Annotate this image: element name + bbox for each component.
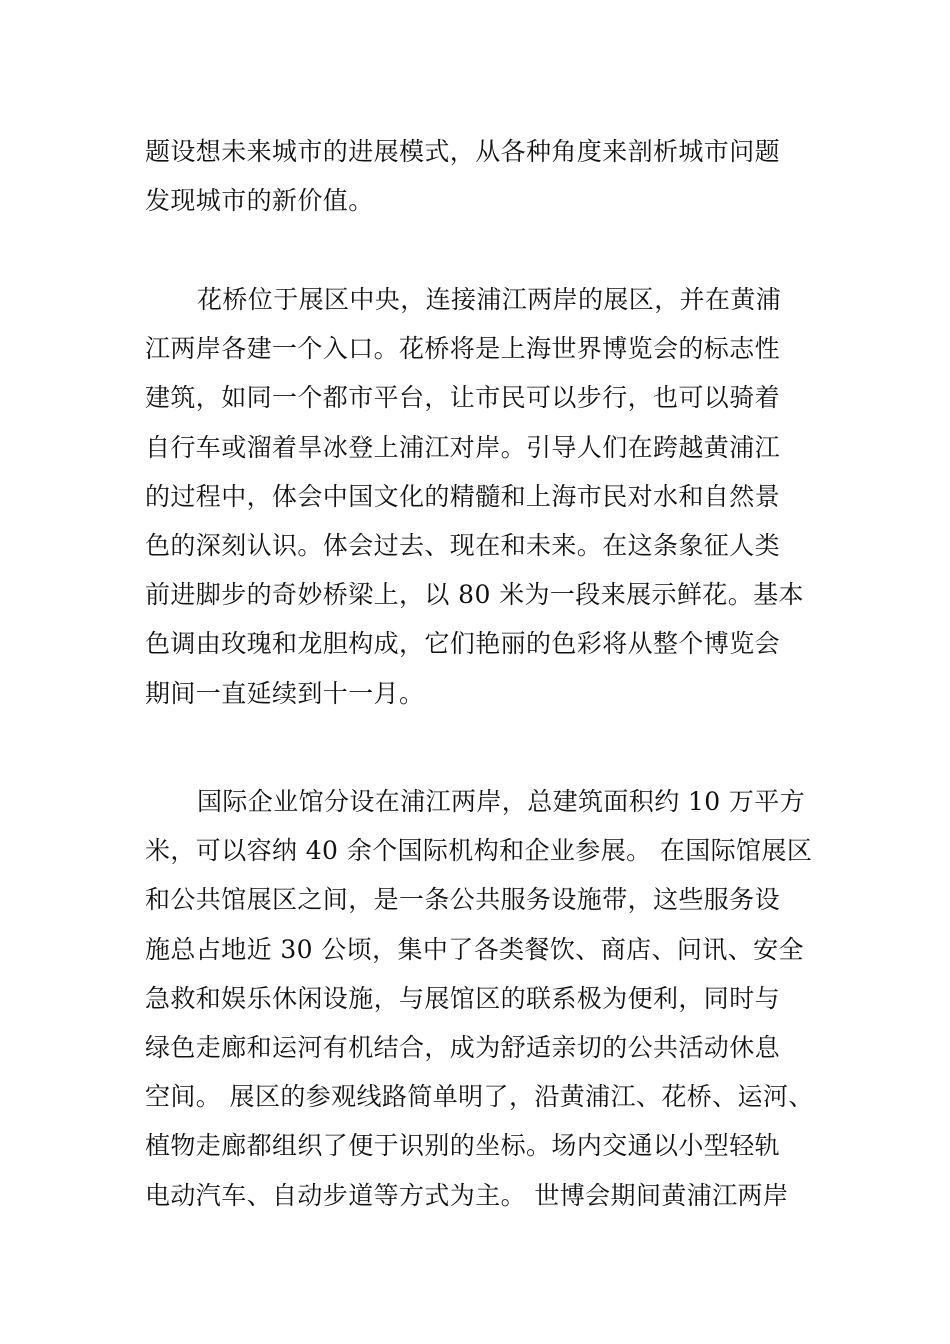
paragraph-line: 题设想未来城市的进展模式，从各种角度来剖析城市问题 [145, 137, 781, 166]
paragraph-line: 施总占地近 30 公顷，集中了各类餐饮、商店、问讯、安全 [145, 934, 804, 964]
paragraph-1 [145, 127, 815, 225]
paragraph-line: 的过程中，体会中国文化的精髓和上海市民对水和自然景 [145, 481, 781, 511]
paragraph-line: 色调由玫瑰和龙胆构成，它们艳丽的色彩将从整个博览会 [145, 629, 781, 659]
paragraph-line: 绿色走廊和运河有机结合，成为舒适亲切的公共活动休息 [145, 1032, 781, 1062]
paragraph-line: 江两岸各建一个入口。花桥将是上海世界博览会的标志性 [145, 334, 781, 364]
paragraph-line: 发现城市的新价值。 [145, 186, 374, 216]
paragraph-3 [145, 777, 815, 1220]
paragraph-line: 国际企业馆分设在浦江两岸，总建筑面积约 10 万平方 [197, 787, 806, 816]
paragraph-line: 电动汽车、自动步道等方式为主。 世博会期间黄浦江两岸 [145, 1180, 789, 1210]
paragraph-2 [145, 275, 815, 718]
paragraph-line: 急救和娱乐休闲设施，与展馆区的联系极为便利，同时与 [145, 983, 781, 1013]
paragraph-line: 和公共馆展区之间，是一条公共服务设施带，这些服务设 [145, 885, 781, 915]
paragraph-line: 前进脚步的奇妙桥梁上，以 80 米为一段来展示鲜花。基本 [145, 580, 804, 610]
paragraph-line: 色的深刻认识。体会过去、现在和未来。在这条象征人类 [145, 530, 781, 560]
paragraph-line: 自行车或溜着旱冰登上浦江对岸。引导人们在跨越黄浦江 [145, 432, 781, 462]
paragraph-line: 花桥位于展区中央，连接浦江两岸的展区，并在黄浦 [197, 285, 782, 314]
paragraph-line: 空间。 展区的参观线路简单明了，沿黄浦江、花桥、运河、 [145, 1082, 814, 1112]
paragraph-line: 米，可以容纳 40 余个国际机构和企业参展。 在国际馆展区 [145, 836, 813, 866]
paragraph-line: 植物走廊都组织了便于识别的坐标。场内交通以小型轻轨 [145, 1131, 781, 1161]
paragraph-line: 建筑，如同一个都市平台，让市民可以步行，也可以骑着 [145, 383, 781, 413]
paragraph-line: 期间一直延续到十一月。 [145, 678, 425, 708]
